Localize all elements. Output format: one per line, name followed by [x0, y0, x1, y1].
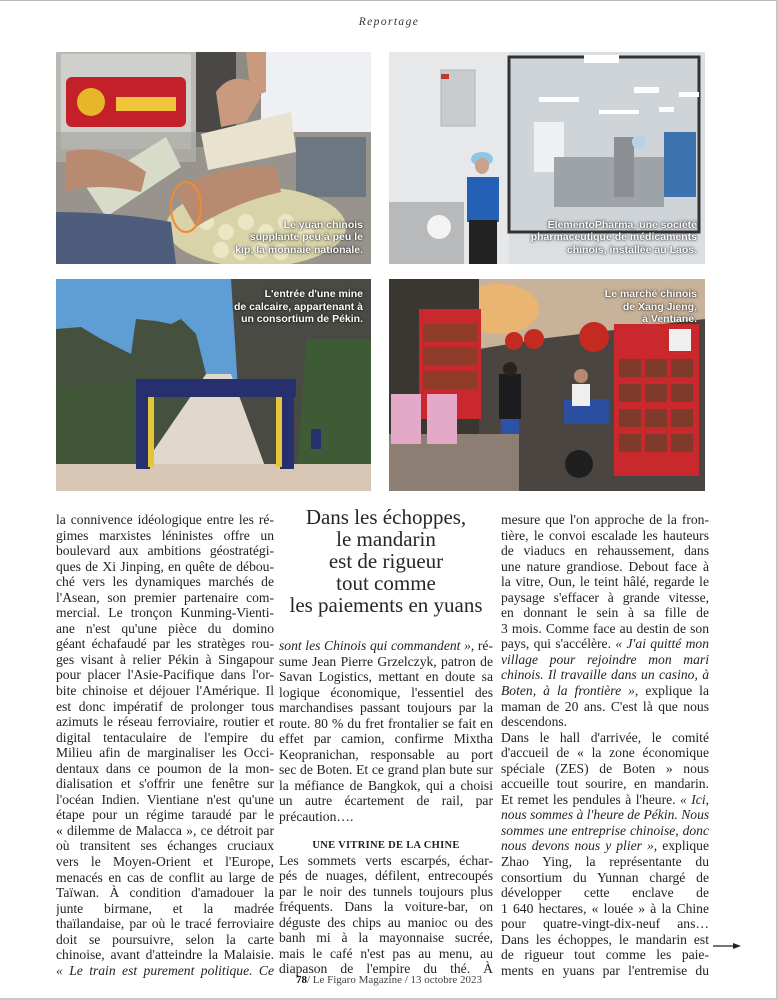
- text-line: pour quatre-vingt-dix-neuf ans…: [501, 916, 709, 932]
- text-line: banh mi à la mayonnaise sucrée,: [279, 930, 493, 946]
- text-line: ments en yuans par l'entremise du: [501, 962, 709, 978]
- quote-italic: sont les Chinois qui commandent »: [279, 638, 471, 653]
- quote-italic: « Ici,: [680, 791, 709, 807]
- photo-yuan-exchange: [56, 52, 371, 264]
- text-line: l'Asean, son premier partenaire com-: [56, 589, 274, 605]
- text-line: 1 640 hectares, « louée » à la Chine: [501, 900, 709, 916]
- text-line: spéciale (ZES) de Boten » nous: [501, 760, 709, 776]
- text-line: menacés en cas de conflit au large de: [56, 869, 274, 885]
- text-line: mercial. Le tronçon Kunming-Vienti-: [56, 605, 274, 621]
- text-line: azimuts le réseau ferroviaire, routier et: [56, 714, 274, 730]
- section-rubric: Reportage: [358, 16, 420, 28]
- text-line: de viaducs en rehaussement, dans: [501, 543, 709, 559]
- quote-italic: village pour rejoindre mon mari: [501, 651, 709, 667]
- text-line: Dans les échoppes, le mandarin est: [501, 931, 709, 947]
- text-fragment: Et remet les pendules à l'heure.: [501, 791, 681, 807]
- text-line: bite chinoise et déjouer l'Amérique. Il: [56, 683, 274, 699]
- text-line: l'océan Indien. Vientiane n'est qu'une: [56, 791, 274, 807]
- text-line: développer cette enclave de: [501, 885, 709, 901]
- text-line: maman de 20 ans. C'est là que nous: [501, 698, 709, 714]
- text-line: paysage s'effacer à grande vitesse,: [501, 589, 709, 605]
- text-line: Taïwan. À condition d'amadouer la: [56, 885, 274, 901]
- photo-caption: L'entrée d'une mine de calcaire, appartenant à un consortium de Pékin.: [234, 288, 363, 325]
- text-line: doit se poursuivre, selon la carte: [56, 931, 274, 947]
- pull-quote-line: les paiements en yuans: [289, 593, 483, 617]
- text-line-italic: [501, 667, 709, 683]
- quote-italic: nous devons nous y plier »: [501, 838, 654, 854]
- text-line: chinoise, avant d'atteindre la Malaisie.: [56, 947, 274, 963]
- text-line: route. 80 % du fret frontalier se fait en: [279, 715, 493, 731]
- text-line: la connivence idéologique entre les ré-: [56, 512, 274, 527]
- pull-quote-line: le mandarin: [336, 527, 436, 551]
- text-line-italic: [501, 652, 709, 668]
- text-line: junte birmane, et la madrée: [56, 900, 274, 916]
- text-line: Zhao Ying, la représentante du: [501, 854, 709, 870]
- text-line: géant échafaudé par les stratèges rou-: [56, 636, 274, 652]
- text-line: dentaux dans ce poumon de la mon-: [56, 760, 274, 776]
- text-line: diapason de l'empire du thé. À: [279, 961, 493, 977]
- text-line: 3 mois. Comme face au destin de son: [501, 620, 709, 636]
- pull-quote-line: tout comme: [336, 571, 436, 595]
- article-column-3: [501, 512, 709, 978]
- text-line: accueille tout sourire, en mandarin.: [501, 776, 709, 792]
- arrow-right-icon: [713, 942, 741, 950]
- pull-quote-line: est de rigueur: [328, 549, 444, 573]
- photo-caption: Le marché chinois de Xang Jieng, à Ventiane.: [604, 288, 697, 325]
- text-line: Les sommets verts escarpés, échar-: [279, 852, 493, 868]
- text-line-mixed: [279, 638, 493, 654]
- text-line: fréquents. Dans la voiture-bar, on: [279, 899, 493, 915]
- text-line: un autre écartement de rail, par: [279, 793, 493, 809]
- text-line: est donc impératif de prolonger tous: [56, 698, 274, 714]
- text-line-mixed: [501, 683, 709, 699]
- text-fragment: , explique: [653, 838, 709, 854]
- text-line: « dilemme de Malacca », ce détroit par: [56, 822, 274, 838]
- pull-quote-line: Dans les échoppes,: [305, 505, 467, 529]
- section-subhead: UNE VITRINE DE LA CHINE: [312, 839, 460, 851]
- article-column-2: [279, 506, 493, 977]
- text-line: dialisation et s'offrir une fenêtre sur: [56, 776, 274, 792]
- text-line-italic: [501, 823, 709, 839]
- text-line: la vitre, Oun, le teint hâlé, regarde le: [501, 574, 709, 590]
- text-line: de rigueur tout comme les paie-: [501, 947, 709, 963]
- text-line: Savan Logistics, mettant en doute sa: [279, 669, 493, 685]
- text-line-italic: [501, 807, 709, 823]
- text-line: descendons.: [501, 714, 568, 730]
- article-column-1: [56, 512, 274, 978]
- text-line: Dans le hall d'arrivée, le comité: [501, 729, 709, 745]
- text-line: la méfiance de Bangkok, qui a choisi: [279, 777, 493, 793]
- text-line: tière, le convoi escalade les hauteurs: [501, 527, 709, 543]
- text-line: ges visant à relier Pékin à Singapour: [56, 651, 274, 667]
- quote-italic: sommes une entreprise chinoise, donc: [501, 822, 709, 838]
- text-line: une nature grandiose. Debout face à: [501, 558, 709, 574]
- quote-italic: chinois. Il travaille dans un casino, à: [501, 667, 709, 683]
- pull-quote: [279, 506, 493, 616]
- top-border: [0, 0, 778, 1]
- text-fragment: , ré-: [470, 638, 493, 653]
- quote-italic: « Le train est purement politique. Ce: [56, 962, 274, 978]
- text-line: précaution….: [279, 809, 354, 825]
- text-line: marchandises passant toujours par la: [279, 700, 493, 716]
- text-line: ane n'est qu'une pièce du domino: [56, 620, 274, 636]
- text-line-mixed: [501, 636, 709, 652]
- text-line: Keopranichan, responsable au port: [279, 746, 493, 762]
- text-line: effet par camion, confirme Mixtha: [279, 731, 493, 747]
- text-line: par le noir des tunnels toujours plus: [279, 883, 493, 899]
- text-fragment: , explique la: [634, 683, 709, 699]
- quote-italic: Boten, à la frontière »: [501, 683, 635, 699]
- text-line: mais le café n'est pas au menu, au: [279, 945, 493, 961]
- photo-pharma-factory: [389, 52, 705, 264]
- article-paragraph: [279, 853, 493, 977]
- text-line: sume Jean Pierre Grzelczyk, patron de: [279, 653, 493, 669]
- page-number: 78: [295, 974, 307, 986]
- article-paragraph: [501, 512, 709, 730]
- text-line: pés de nuages, défilent, entrecoupés: [279, 868, 493, 884]
- text-line-mixed: [501, 838, 709, 854]
- text-line: vers le Moyen-Orient et l'Europe,: [56, 854, 274, 870]
- text-line: déguste des chips au manioc ou des: [279, 914, 493, 930]
- text-line: boulevard aux ambitions géostratégi-: [56, 543, 274, 559]
- text-line: mesure que l'on approche de la fron-: [501, 512, 709, 527]
- text-line: consortium du Yunnan chargé de: [501, 869, 709, 885]
- article-paragraph: [501, 730, 709, 979]
- text-line: sec de Boten. Et ce grand plan bute sur: [279, 762, 493, 778]
- text-line: logique économique, l'essentiel des: [279, 684, 493, 700]
- quote-italic: nous sommes à l'heure de Pékin. Nous: [501, 807, 709, 823]
- text-line: pour placer l'Asie-Pacifique dans l'or-: [56, 667, 274, 683]
- photo-caption: ElementoPharma, une société pharmaceutique de médicaments chinois, installée au Laos.: [530, 218, 697, 256]
- text-line: thaïlandaise, par où le tracé ferroviaire: [56, 916, 274, 932]
- text-line: ques de Xi Jinping, en quête de débou-: [56, 558, 274, 574]
- article-paragraph: [56, 512, 274, 978]
- article-paragraph: [279, 638, 493, 825]
- text-line: d'accueil de « la zone économique: [501, 745, 709, 761]
- text-line: digital tentaculaire de l'empire du: [56, 729, 274, 745]
- publication-info: / Le Figaro Magazine / 13 octobre 2023: [306, 974, 483, 986]
- text-line: en donnant le sein à sa fille de: [501, 605, 709, 621]
- text-line: gimes marxistes léninistes offre un: [56, 527, 274, 543]
- photo-limestone-mine: [56, 279, 371, 491]
- photo-caption: Le yuan chinois supplante peu à peu le kip, la monnaie nationale.: [235, 218, 363, 256]
- photo-chinese-market: [389, 279, 705, 491]
- text-line: Milieu afin de marginaliser les Occi-: [56, 745, 274, 761]
- text-line-mixed: [501, 792, 709, 808]
- text-line: où transitent ses échanges cruciaux: [56, 838, 274, 854]
- quote-italic: « J'ai quitté mon: [615, 636, 709, 652]
- text-line: ché vers les dynamiques marchés de: [56, 574, 274, 590]
- text-line: étape pour un régime taraudé par le: [56, 807, 274, 823]
- page-footer: [0, 974, 778, 986]
- text-fragment: pays, qui s'accélère.: [501, 636, 616, 652]
